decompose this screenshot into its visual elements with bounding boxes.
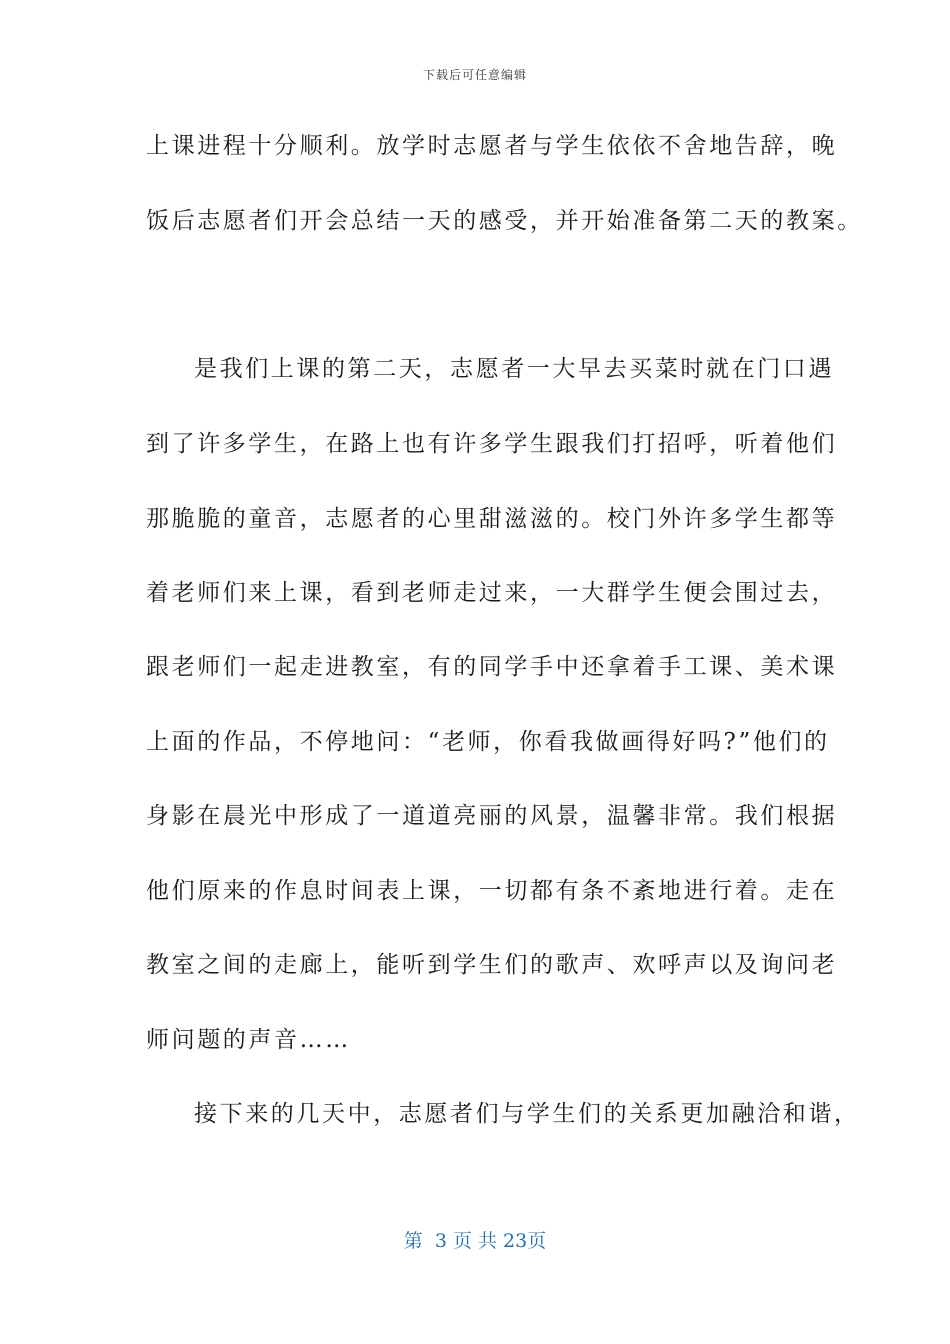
text-line: 上课进程十分顺利。放学时志愿者与学生依依不舍地告辞，晚 (146, 133, 838, 159)
text-line: 上面的作品，不停地问：“老师，你看我做画得好吗?”他们的 (146, 729, 830, 755)
text-line: 到了许多学生，在路上也有许多学生跟我们打招呼，听着他们 (146, 431, 838, 457)
text-line: 跟老师们一起走进教室，有的同学手中还拿着手工课、美术课 (146, 654, 838, 680)
paragraph-first-line: 接下来的几天中，志愿者们与学生们的关系更加融洽和谐， (194, 1101, 860, 1127)
page-header-note: 下载后可任意编辑 (422, 68, 527, 82)
text-line: 教室之间的走廊上，能听到学生们的歌声、欢呼声以及询问老 (146, 952, 838, 978)
text-line: 饭后志愿者们开会总结一天的感受，并开始准备第二天的教案。 (146, 208, 863, 234)
text-line: 他们原来的作息时间表上课，一切都有条不紊地进行着。走在 (146, 878, 838, 904)
text-line: 身影在晨光中形成了一道道亮丽的风景，温馨非常。我们根据 (146, 803, 838, 829)
text-line: 那脆脆的童音，志愿者的心里甜滋滋的。校门外许多学生都等 (146, 506, 838, 532)
text-line: 着老师们来上课，看到老师走过来，一大群学生便会围过去， (146, 580, 838, 606)
page-number: 第 3 页 共 23页 (403, 1230, 547, 1252)
text-line: 师问题的声音…… (146, 1027, 351, 1053)
paragraph-first-line: 是我们上课的第二天，志愿者一大早去买菜时就在门口遇 (194, 356, 834, 382)
